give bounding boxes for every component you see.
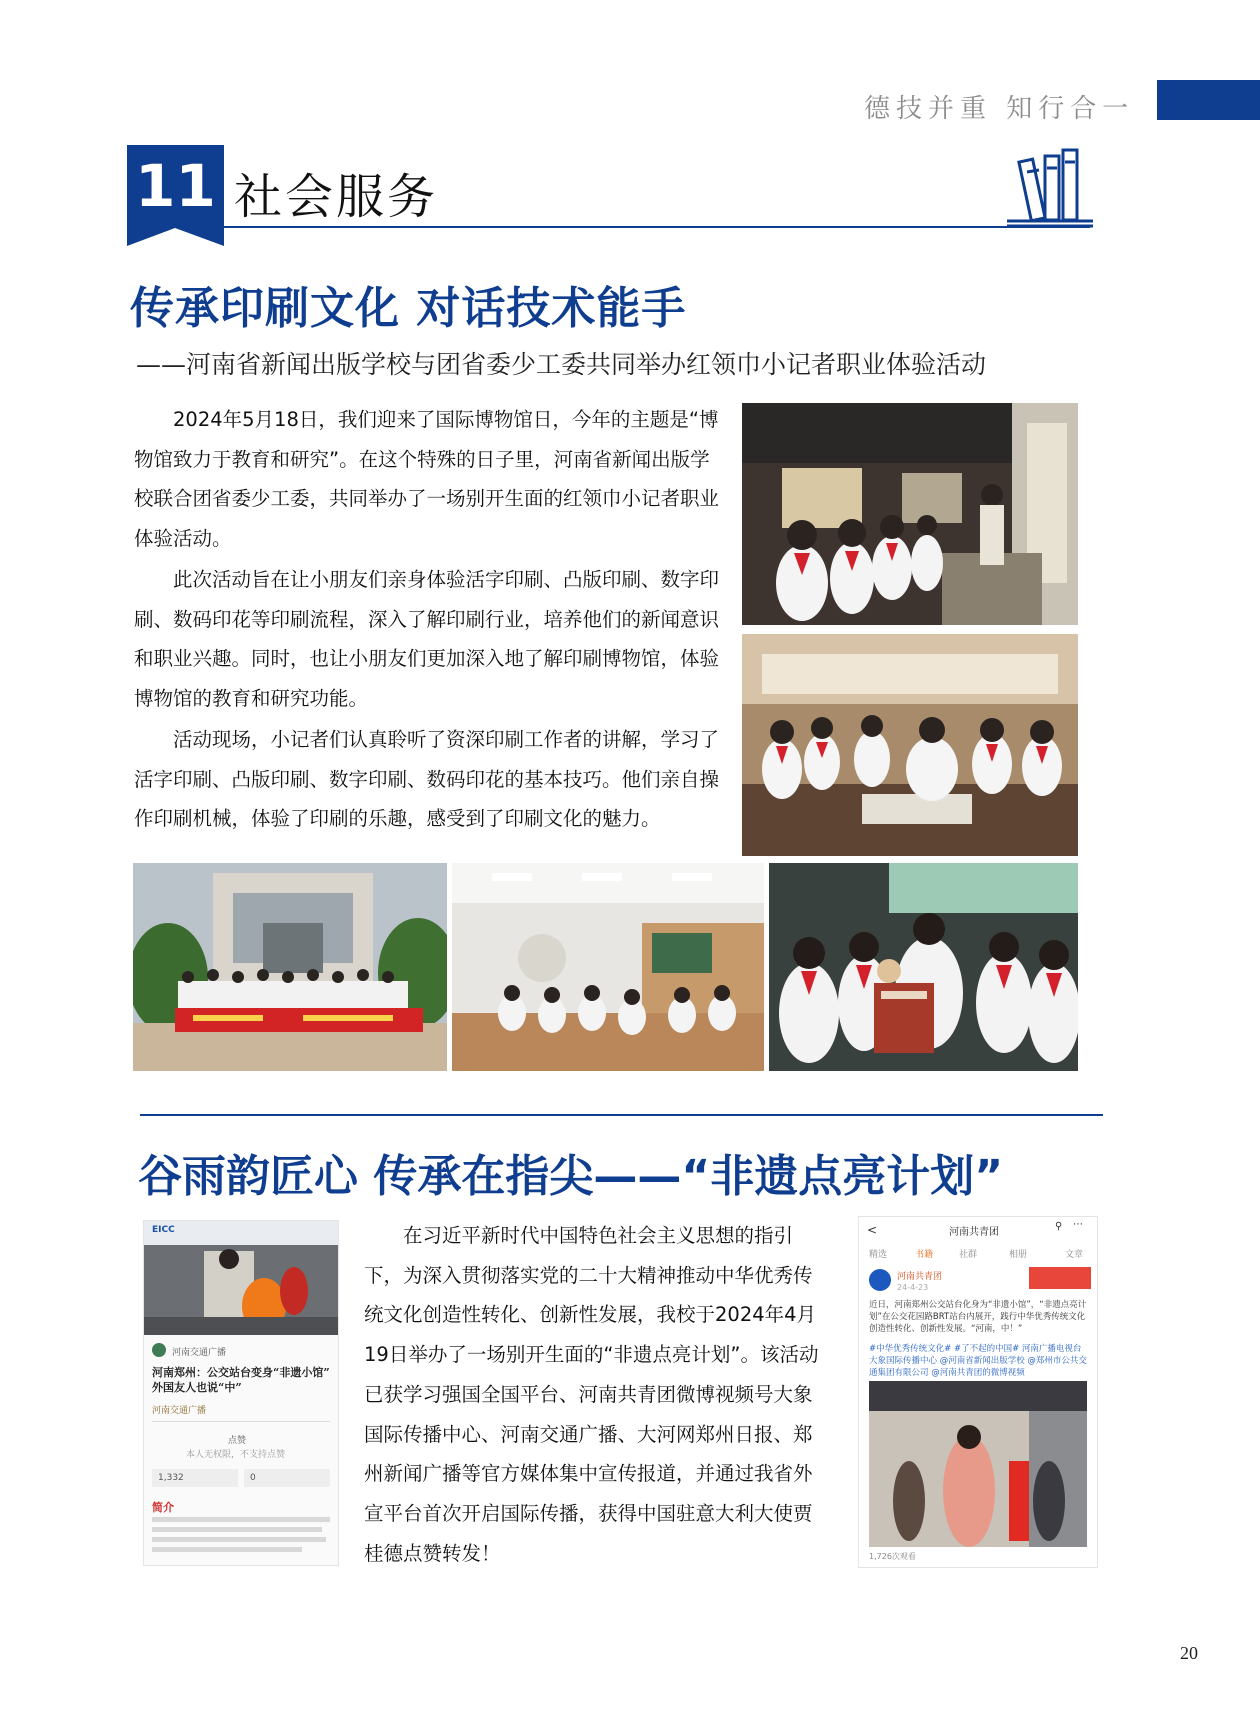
article1-body	[134, 400, 720, 841]
screenshot-weibo-post	[858, 1216, 1098, 1568]
account-name: 河南交通广播	[172, 1348, 227, 1358]
article1-paragraph: 活动现场，小记者们认真聆听了资深印刷工作者的讲解，学习了活字印刷、凸版印刷、数字印刷、数码印花的基本技巧。他们亲自操作印刷机械，体验了印刷的乐趣，感受到了印刷文化的魅力。	[134, 728, 720, 830]
photo-printing-demo	[742, 634, 1078, 856]
news-headline: 河南郑州：公交站台变身“非遗小馆” 外国友人也说“中”	[152, 1366, 330, 1394]
article1-paragraph: 2024年5月18日，我们迎来了国际博物馆日，今年的主题是“博物馆致力于教育和研究”。在这个特殊的日子里，河南省新闻出版学校联合团省委少工委，共同举办了一场别开生面的红领巾小记者职业体验活动。	[134, 408, 720, 550]
article1-subtitle: ——河南省新闻出版学校与团省委少工委共同举办红领巾小记者职业体验活动	[136, 350, 987, 379]
photo-classroom	[452, 863, 764, 1071]
text-line	[152, 1527, 322, 1532]
tab-0[interactable]: 精选	[869, 1250, 888, 1260]
view-count: 1,726次观看	[869, 1552, 916, 1561]
photo-museum-visit	[742, 403, 1078, 625]
article2-body	[364, 1216, 820, 1573]
header-thumbnail	[1029, 1267, 1091, 1289]
separator	[152, 1421, 330, 1422]
header-motto: 德技并重 知行合一	[864, 94, 1135, 124]
tab-4[interactable]: 文章	[1065, 1250, 1084, 1260]
post-date: 24-4-23	[897, 1283, 929, 1292]
likes-label: 点赞	[228, 1436, 247, 1446]
article2-title: 谷雨韵匠心 传承在指尖——“非遗点亮计划”	[138, 1151, 1004, 1202]
photo-printing-press	[769, 863, 1078, 1071]
eicc-logo: EICC	[152, 1225, 175, 1235]
photo-group-banner	[133, 863, 447, 1071]
article2-paragraph: 在习近平新时代中国特色社会主义思想的指引下，为深入贯彻落实党的二十大精神推动中华优秀传统文化创造性转化、创新性发展，我校于2024年4月19日举办了一场别开生面的“非遗点亮计划”。该活动已获学习强国全国平台、河南共青团微博视频号大象国际传播中心、河南交通广播、大河网郑州日报、郑州新闻广播等官方媒体集中宣传报道，并通过我省外宣平台首次开启国际传播，获得中国驻意大利大使贾桂德点赞转发！	[364, 1224, 819, 1565]
page-number: 20	[1180, 1643, 1198, 1663]
section-title-rule	[224, 226, 1090, 228]
article1-title: 传承印刷文化 对话技术能手	[130, 283, 687, 334]
tab-2[interactable]: 社群	[959, 1250, 978, 1260]
books-icon	[1005, 146, 1095, 230]
post-text: 近日，河南郑州公交站台化身为“非遗小馆”，“非遗点亮计划”在公交花园路BRT站台内展开，践行中华优秀传统文化创造性转化、创新性发展。“河南，中！”	[869, 1300, 1087, 1334]
post-hashtags: #中华优秀传统文化# #了不起的中国# 河南广播电视台大象国际传播中心 @河南省新闻出版学校 @郑州市公共交通集团有限公司 @河南共青团的微博视频	[869, 1344, 1087, 1378]
stat-box-comments[interactable]: 0	[244, 1469, 330, 1487]
avatar	[869, 1269, 891, 1291]
screenshot-news-article	[143, 1220, 339, 1566]
intro-heading: 简介	[152, 1501, 174, 1514]
avatar	[152, 1343, 166, 1357]
more-icon[interactable]: ⋯	[1073, 1219, 1083, 1230]
text-line	[152, 1547, 302, 1552]
search-icon[interactable]: ⚲	[1055, 1221, 1063, 1232]
likes-hint: 本人无权限，不支持点赞	[186, 1450, 286, 1460]
article-divider	[140, 1114, 1103, 1116]
post-video-thumbnail[interactable]	[869, 1381, 1087, 1547]
account-name: 河南共青团	[897, 1272, 943, 1282]
text-line	[152, 1517, 330, 1522]
text-line	[152, 1537, 326, 1542]
page-title: 河南共青团	[949, 1227, 999, 1238]
article1-paragraph: 此次活动旨在让小朋友们亲身体验活字印刷、凸版印刷、数字印刷、数码印花等印刷流程，深入了解印刷行业，培养他们的新闻意识和职业兴趣。同时，也让小朋友们更加深入地了解印刷博物馆，体验博物馆的教育和研究功能。	[134, 568, 720, 710]
header-accent-bar	[1157, 80, 1260, 120]
section-badge-ribbon	[127, 228, 224, 246]
stat-box-views[interactable]: 1,332	[152, 1469, 238, 1487]
back-icon[interactable]: <	[867, 1223, 878, 1237]
tab-1[interactable]: 书籍	[915, 1250, 934, 1260]
section-title: 社会服务	[234, 169, 439, 225]
news-source: 河南交通广播	[152, 1406, 207, 1416]
section-number-badge: 11	[127, 145, 224, 228]
tab-3[interactable]: 相册	[1009, 1250, 1028, 1260]
